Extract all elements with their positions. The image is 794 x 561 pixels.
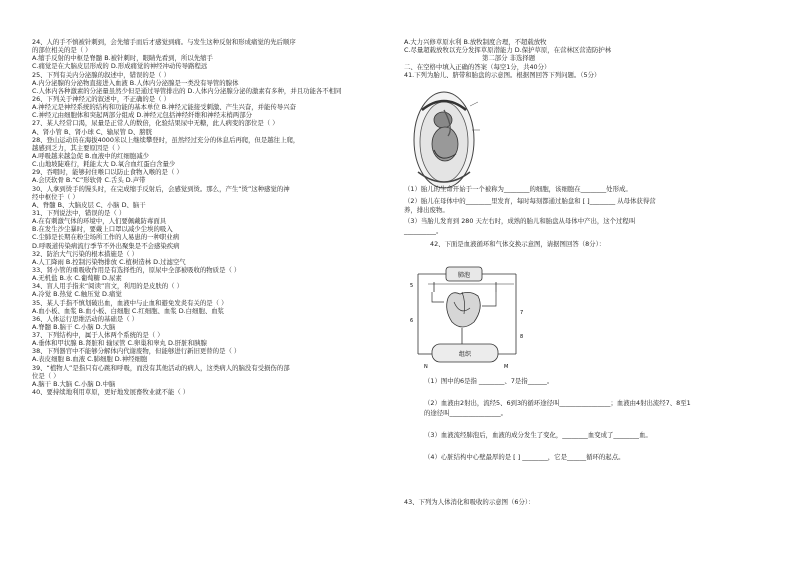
question-line: A.无机盐 B.水 C.葡萄糖 D.尿素 [32,274,122,283]
label-5: 5 [410,283,414,289]
lung-label: 肺泡 [457,272,471,279]
question-line: 24、人的手不慎被针刺到，会先缩手而后才感觉到痛。与发生这种反射和形成痛觉的先后顺序 [32,38,296,46]
question-line: A.人工降雨 B.控制污染物排放 C.植树造林 D.过滤空气 [32,257,186,266]
question-line: 40、要持续地利用草原，更好地发展畜牧业就不能（ ） [32,388,190,397]
question-line: A.缩手反射的中枢是脊髓 B.被针刺时，眼睛先看到，所以先缩手 [32,54,213,63]
question-line: A.表皮细胞 B.血液 C.肺细胞 D.神经细胞 [32,355,148,364]
question-line: C.尘肺是长期在粉尘场所工作的人易患的一种职业病 [32,233,180,242]
question-line: 25、下列有关内分泌腺的叙述中，错误的是（ ） [32,70,170,79]
question-line: D.呼吸道传染病流行季节不外出聚集是不会感染疾病 [32,241,180,250]
tissue-label: 组织 [458,351,472,358]
question-line: 29、吞咽时，能够封住喉口以防止食物入喉的是（ ） [32,168,183,177]
question-line: A.在有刺激气体的环境中，人们要佩戴防毒面具 [32,217,167,226]
q41-item-3b: __________。 [404,227,443,235]
q42-title: 42、下面是血液循环和气体交换示意图，请据图回答（8分）： [430,240,606,248]
q42-item-2b: 的途径叫________________。 [424,409,508,417]
q43-title: 43、下列为人体消化和吸收的示意图（6分）： [404,498,535,506]
question-line: A.内分泌腺的分泌物直接进入血液 B.人体内分泌腺是一类没有导管的腺体 [32,78,239,87]
question-line: C.神经元由细胞体和突起两部分组成 D.神经元包括神经纤维和神经末梢两部分 [32,111,252,120]
question-line: 28、登山运动员在海拔4000米以上继续攀登时，虽然经过充分的休息后再爬，但是越往上爬， [32,135,300,144]
question-line: C.痛觉是在大脑皮层形成的 D.形成痛觉的神经冲动传导路程远 [32,62,208,71]
question-line: 31、下列说法中，错误的是（ ） [32,208,126,217]
blood-circulation-diagram [404,262,554,374]
q42-item-4: （4）心脏结构中心壁最厚的是 [ ] ________，它是______循环的起点。 [424,453,625,461]
label-N: N [424,364,428,370]
question-line: 位是（ ） [32,371,60,380]
q42-item-2: （2）血液由2射出，流经5、6到3的循环途径叫________________；血液由4射出流经7、8至1 [424,399,691,407]
q42-item-1: （1）图中的6是指 ________、7是指______。 [424,377,554,385]
question-line: A.呼吸越来越急促 B.血液中的红细胞减少 [32,151,149,160]
part-heading: 第二部分 非选择题 [482,54,536,63]
question-line: B.在发生沙尘暴时，要戴上口罩以减少尘埃的吸入 [32,225,173,234]
fetus-placenta-diagram [410,80,480,200]
question-line: 32、防治大气污染的根本措施是（ ） [32,249,139,258]
q40-options-2: C.尽量超载放牧以充分发挥草原潜能力 D.保护草原，在营林区营造防护林 [404,46,612,55]
question-line: C.山地坡陡难行，耗能太大 D.氧合血红蛋白含量少 [32,160,176,169]
question-line: 38、下列器官中不能够分解体内代谢废物，但能够进行新旧更替的是（ ） [32,347,241,356]
label-6: 6 [410,318,414,324]
question-line: 越感到乏力，其主要原因是（ ） [32,143,124,152]
question-line: 经中枢位于（ ） [32,192,79,201]
label-8: 8 [520,334,524,340]
question-line: A、肾小管 B、肾小球 C、输尿管 D、膀胱 [32,127,153,136]
question-line: A.会厌软骨 B.“C”形软骨 C.舌头 D.声带 [32,176,146,185]
question-line: 35、某人手指不慎划破出血，血液中与止血和避免发炎有关的是（ ） [32,298,228,307]
section-title: 二、在空格中填入正确的答案（每空1分，共40分） [404,62,551,71]
q40-options-1: A.大力兴修草原水利 B.放牧制度合理，不超载放牧 [404,38,547,46]
q41-item-3: （3）当胎儿发育到 280 天左右时，成熟的胎儿和胎盘从母体中产出，这个过程叫 [404,217,636,225]
question-line: A.垂体和甲状腺 B.肾脏和 输尿管 C.卵巢和睾丸 D.肝脏和胰腺 [32,339,207,348]
question-line: 30、人拿到烫手的馒头时，在完成缩手反射后，会感觉到烫。那么，产生“烫”这种感觉的神 [32,184,290,193]
q41-item-1: （1）胎儿的生命开始于一个被称为________的细胞，该细胞在________处形成。 [404,185,632,193]
question-line: 37、下列结构中，属于人体两个系统的是（ ） [32,331,164,340]
q41-item-2b: 养，排出废物。 [404,205,449,214]
label-7: 7 [520,310,524,316]
q41-item-2: （2）胎儿在母体中的________里发育，每时每刻都通过胎盘和 [ ]________ 从母体获得营 [404,197,656,205]
question-line: 26、下列关于神经元的叙述中，不正确的是（ ） [32,94,170,103]
question-line: A.神经元是神经系统的结构和功能的基本单位 B.神经元能接受刺激、产生兴奋，并能传导兴奋 [32,103,296,112]
question-line: 的部位相关的是（ ） [32,46,92,55]
left-column [32,38,387,396]
question-line: A.脑干 B.大脑 C.小脑 D.中脑 [32,379,116,388]
question-line: 33、肾小管的重吸收作用是有选择性的，原尿中全部被吸收的物质是（ ） [32,265,241,274]
question-line: A.血小板、血浆 B.血小板、白细胞 C.红细胞、血浆 D.白细胞、血浆 [32,306,225,315]
question-line: A、脊髓 B、大脑皮层 C、小脑 D、脑干 [32,200,146,209]
right-column [404,38,764,558]
question-line: A.冷觉 B.热觉 C.触压觉 D.痛觉 [32,290,122,299]
question-line: 39、“植物人”是指只有心跳和呼吸，而没有其他活动的病人，这类病人的脑没有受损伤的部 [32,363,290,372]
q41-title: 41.下列为胎儿、脐带和胎盘的示意图。根据图回答下列问题。（5分） [404,70,601,79]
question-line: A.脊髓 B.脑干 C.小脑 D.大脑 [32,322,116,331]
question-line: C.人体内各种激素的分泌量虽然少但是通过导管排出的 D.人体内分泌腺分泌的激素有多种，并且功能各不相同 [32,86,342,95]
label-M: M [504,364,509,370]
q42-item-3: （3）血液流经肺泡后，血液的成分发生了变化，________血变成了________血。 [424,431,652,439]
question-line: 34、盲人用手指来“阅读”盲文，利用的是皮肤的（ ） [32,282,183,291]
question-line: 36、人体运行思维活动的基础是（ ） [32,314,139,323]
question-line: 27、某人经常口渴，尿量是正常人的数倍，化验结果尿中无糖，此人病变的部位是（ ） [32,119,279,128]
